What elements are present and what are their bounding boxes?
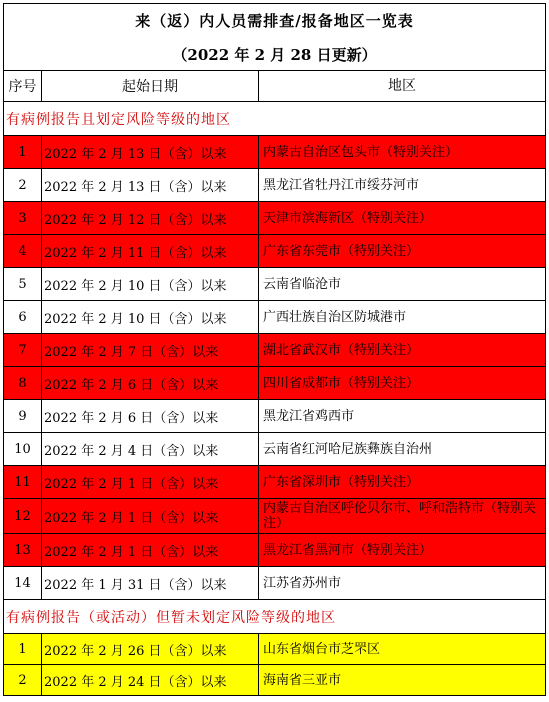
table-row — [4, 169, 546, 202]
row-start-date: 2022 年 1 月 31 日（含）以来 — [42, 567, 259, 600]
section1-heading-row — [4, 102, 546, 136]
row-number: 5 — [4, 268, 42, 301]
table-header-row — [4, 71, 546, 102]
row-area: 广东省深圳市（特别关注） — [259, 466, 546, 499]
table-body — [4, 102, 546, 696]
table-row — [4, 466, 546, 499]
row-start-date: 2022 年 2 月 24 日（含）以来 — [42, 665, 259, 696]
row-number: 1 — [4, 136, 42, 169]
region-table — [3, 70, 546, 696]
table-row — [4, 235, 546, 268]
row-area: 内蒙古自治区呼伦贝尔市、呼和浩特市（特别关注） — [259, 499, 546, 534]
row-start-date: 2022 年 2 月 12 日（含）以来 — [42, 202, 259, 235]
row-start-date: 2022 年 2 月 6 日（含）以来 — [42, 367, 259, 400]
row-area: 天津市滨海新区（特别关注） — [259, 202, 546, 235]
row-number: 13 — [4, 534, 42, 567]
row-start-date: 2022 年 2 月 1 日（含）以来 — [42, 466, 259, 499]
row-area: 山东省烟台市芝罘区 — [259, 634, 546, 665]
row-number: 14 — [4, 567, 42, 600]
title-block — [3, 3, 546, 70]
row-number: 11 — [4, 466, 42, 499]
row-start-date: 2022 年 2 月 13 日（含）以来 — [42, 136, 259, 169]
row-area: 江苏省苏州市 — [259, 567, 546, 600]
row-number: 8 — [4, 367, 42, 400]
row-area: 广东省东莞市（特别关注） — [259, 235, 546, 268]
table-row — [4, 433, 546, 466]
table-row — [4, 665, 546, 696]
header-area: 地区 — [259, 71, 546, 102]
row-start-date: 2022 年 2 月 4 日（含）以来 — [42, 433, 259, 466]
row-start-date: 2022 年 2 月 26 日（含）以来 — [42, 634, 259, 665]
table-row — [4, 367, 546, 400]
row-area: 黑龙江省鸡西市 — [259, 400, 546, 433]
header-num: 序号 — [4, 71, 42, 102]
table-row — [4, 634, 546, 665]
row-area: 四川省成都市（特别关注） — [259, 367, 546, 400]
row-start-date: 2022 年 2 月 11 日（含）以来 — [42, 235, 259, 268]
row-number: 7 — [4, 334, 42, 367]
row-area: 广西壮族自治区防城港市 — [259, 301, 546, 334]
row-start-date: 2022 年 2 月 10 日（含）以来 — [42, 301, 259, 334]
table-row — [4, 268, 546, 301]
row-number: 2 — [4, 169, 42, 202]
table-row — [4, 202, 546, 235]
row-start-date: 2022 年 2 月 7 日（含）以来 — [42, 334, 259, 367]
row-number: 1 — [4, 634, 42, 665]
table-row — [4, 301, 546, 334]
row-number: 4 — [4, 235, 42, 268]
row-area: 云南省临沧市 — [259, 268, 546, 301]
row-start-date: 2022 年 2 月 1 日（含）以来 — [42, 499, 259, 534]
update-date: （2022 年 2 月 28 日更新） — [172, 46, 377, 64]
row-start-date: 2022 年 2 月 1 日（含）以来 — [42, 534, 259, 567]
row-number: 10 — [4, 433, 42, 466]
table-row — [4, 534, 546, 567]
notice-sheet — [3, 3, 546, 696]
row-number: 6 — [4, 301, 42, 334]
row-number: 3 — [4, 202, 42, 235]
header-date: 起始日期 — [42, 71, 259, 102]
section1-heading: 有病例报告且划定风险等级的地区 — [4, 102, 546, 136]
row-start-date: 2022 年 2 月 6 日（含）以来 — [42, 400, 259, 433]
page-title: 来（返）内人员需排查/报备地区一览表 — [135, 12, 414, 30]
row-start-date: 2022 年 2 月 10 日（含）以来 — [42, 268, 259, 301]
table-row — [4, 334, 546, 367]
section2-heading: 有病例报告（或活动）但暂未划定风险等级的地区 — [4, 600, 546, 634]
row-area: 内蒙古自治区包头市（特别关注） — [259, 136, 546, 169]
row-start-date: 2022 年 2 月 13 日（含）以来 — [42, 169, 259, 202]
row-area: 黑龙江省牡丹江市绥芬河市 — [259, 169, 546, 202]
table-row — [4, 400, 546, 433]
row-number: 12 — [4, 499, 42, 534]
row-number: 9 — [4, 400, 42, 433]
table-row — [4, 567, 546, 600]
row-area: 海南省三亚市 — [259, 665, 546, 696]
row-area: 黑龙江省黑河市（特别关注） — [259, 534, 546, 567]
row-area: 湖北省武汉市（特别关注） — [259, 334, 546, 367]
row-number: 2 — [4, 665, 42, 696]
section2-heading-row — [4, 600, 546, 634]
table-row — [4, 499, 546, 534]
row-area: 云南省红河哈尼族彝族自治州 — [259, 433, 546, 466]
table-row — [4, 136, 546, 169]
